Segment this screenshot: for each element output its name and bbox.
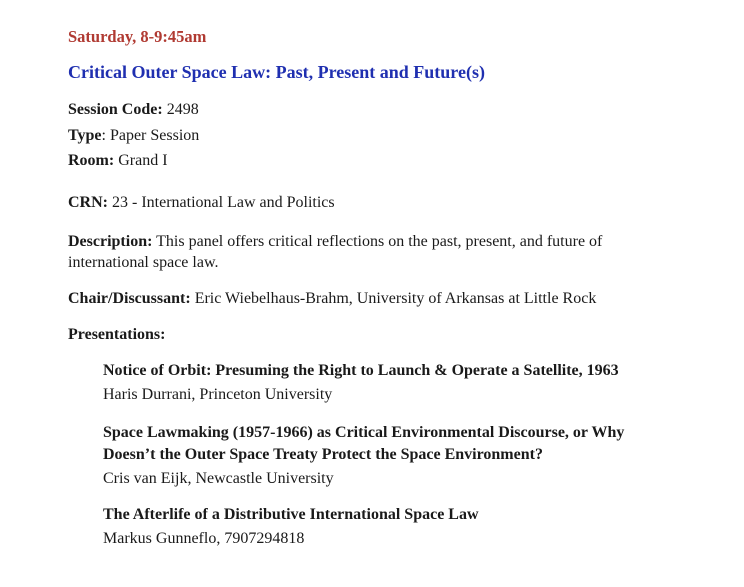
session-type-value: Paper Session (109, 127, 200, 144)
presentation-title[interactable]: Notice of Orbit: Presuming the Right to Launch & Operate a Satellite, 1963 (103, 362, 619, 379)
session-crn-row (68, 193, 335, 213)
session-title[interactable]: Critical Outer Space Law: Past, Present and Future(s) (68, 62, 485, 82)
presentations-label: Presentations: (68, 326, 166, 343)
session-type-separator: : (101, 127, 106, 144)
session-code-value: 2498 (166, 101, 199, 118)
session-room-row (68, 151, 168, 171)
presentation-title-line: Doesn’t the Outer Space Treaty Protect the Space Environment? (103, 446, 543, 463)
session-room-value: Grand I (118, 152, 168, 169)
presentation-item (103, 422, 624, 490)
presentation-item (103, 360, 619, 406)
presentation-author: Haris Durrani, Princeton University (103, 386, 333, 403)
session-time: Saturday, 8-9:45am (68, 27, 207, 46)
session-room-label: Room: (68, 152, 115, 169)
session-code-label: Session Code: (68, 101, 163, 118)
session-crn-label: CRN: (68, 194, 108, 211)
presentations-heading (68, 325, 165, 345)
presentation-author: Cris van Eijk, Newcastle University (103, 470, 334, 487)
session-description (68, 231, 668, 273)
session-chair-row (68, 289, 596, 309)
presentation-author: Markus Gunneflo, 7907294818 (103, 530, 305, 547)
session-chair-value: Eric Wiebelhaus-Brahm, University of Arkansas at Little Rock (194, 290, 597, 307)
session-description-value: This panel offers critical reflections on the past, present, and future of international space law. (68, 233, 603, 271)
session-crn-value: 23 - International Law and Politics (112, 194, 335, 211)
presentation-title[interactable] (103, 422, 624, 466)
session-type-row (68, 126, 199, 146)
presentation-title-line: Space Lawmaking (1957-1966) as Critical Environmental Discourse, or Why (103, 424, 625, 441)
session-type-label: Type (68, 127, 102, 144)
presentation-title[interactable]: The Afterlife of a Distributive International Space Law (103, 506, 479, 523)
session-description-label: Description: (68, 233, 153, 250)
session-code-row (68, 100, 199, 120)
presentation-item (103, 504, 479, 550)
session-chair-label: Chair/Discussant: (68, 290, 191, 307)
